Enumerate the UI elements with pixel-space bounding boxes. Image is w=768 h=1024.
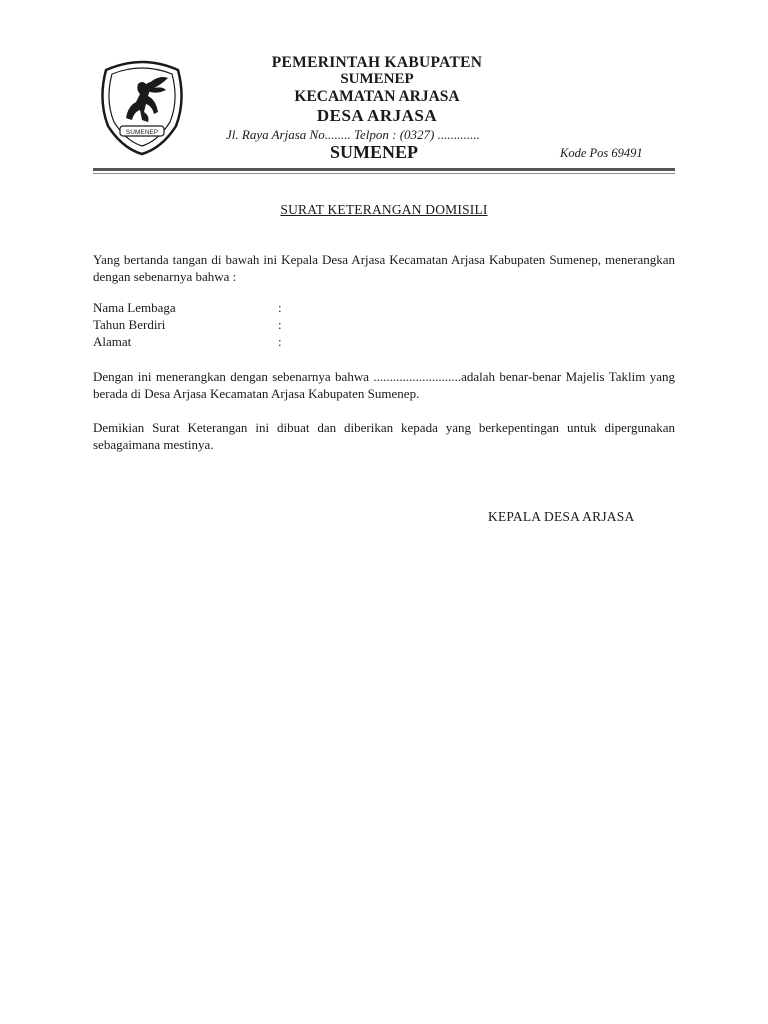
intro-paragraph: Yang bertanda tangan di bawah ini Kepala Desa Arjasa Kecamatan Arjasa Kabupaten Sumenep, menerangkan dengan sebenarnya bahwa : [93,252,675,284]
statement-paragraph: Dengan ini menerangkan dengan sebenarnya bahwa ...........................adalah benar-benar Majelis Taklim yang berada di Desa Arjasa Kecamatan Arjasa Kabupaten Sumenep. [93,369,675,401]
regency-emblem-logo [96,56,188,156]
header-regency-line: SUMENEP [340,71,414,87]
header-divider-thick [93,168,675,171]
field-label-year-founded: Tahun Berdiri [93,317,166,332]
header-government-line: PEMERINTAH KABUPATEN [271,54,483,71]
header-postal-code: Kode Pos 69491 [560,146,643,160]
field-label-address: Alamat [93,334,132,349]
header-city: SUMENEP [330,142,419,162]
header-address: Jl. Raya Arjasa No........ Telpon : (0327) ............. [226,127,480,142]
header-divider-thin [93,173,675,174]
header-village-line: DESA ARJASA [316,106,438,125]
logo-banner-text: SUMENEP [125,129,159,136]
letter-title: SURAT KETERANGAN DOMISILI [280,202,488,217]
closing-paragraph: Demikian Surat Keterangan ini dibuat dan diberikan kepada yang berkepentingan untuk dipergunakan sebagaimana mestinya. [93,420,675,452]
field-colon: : [278,334,282,349]
field-colon: : [278,300,282,315]
signer-title: KEPALA DESA ARJASA [488,509,635,524]
field-label-organization-name: Nama Lembaga [93,300,176,315]
field-colon: : [278,317,282,332]
header-district-line: KECAMATAN ARJASA [294,88,460,105]
